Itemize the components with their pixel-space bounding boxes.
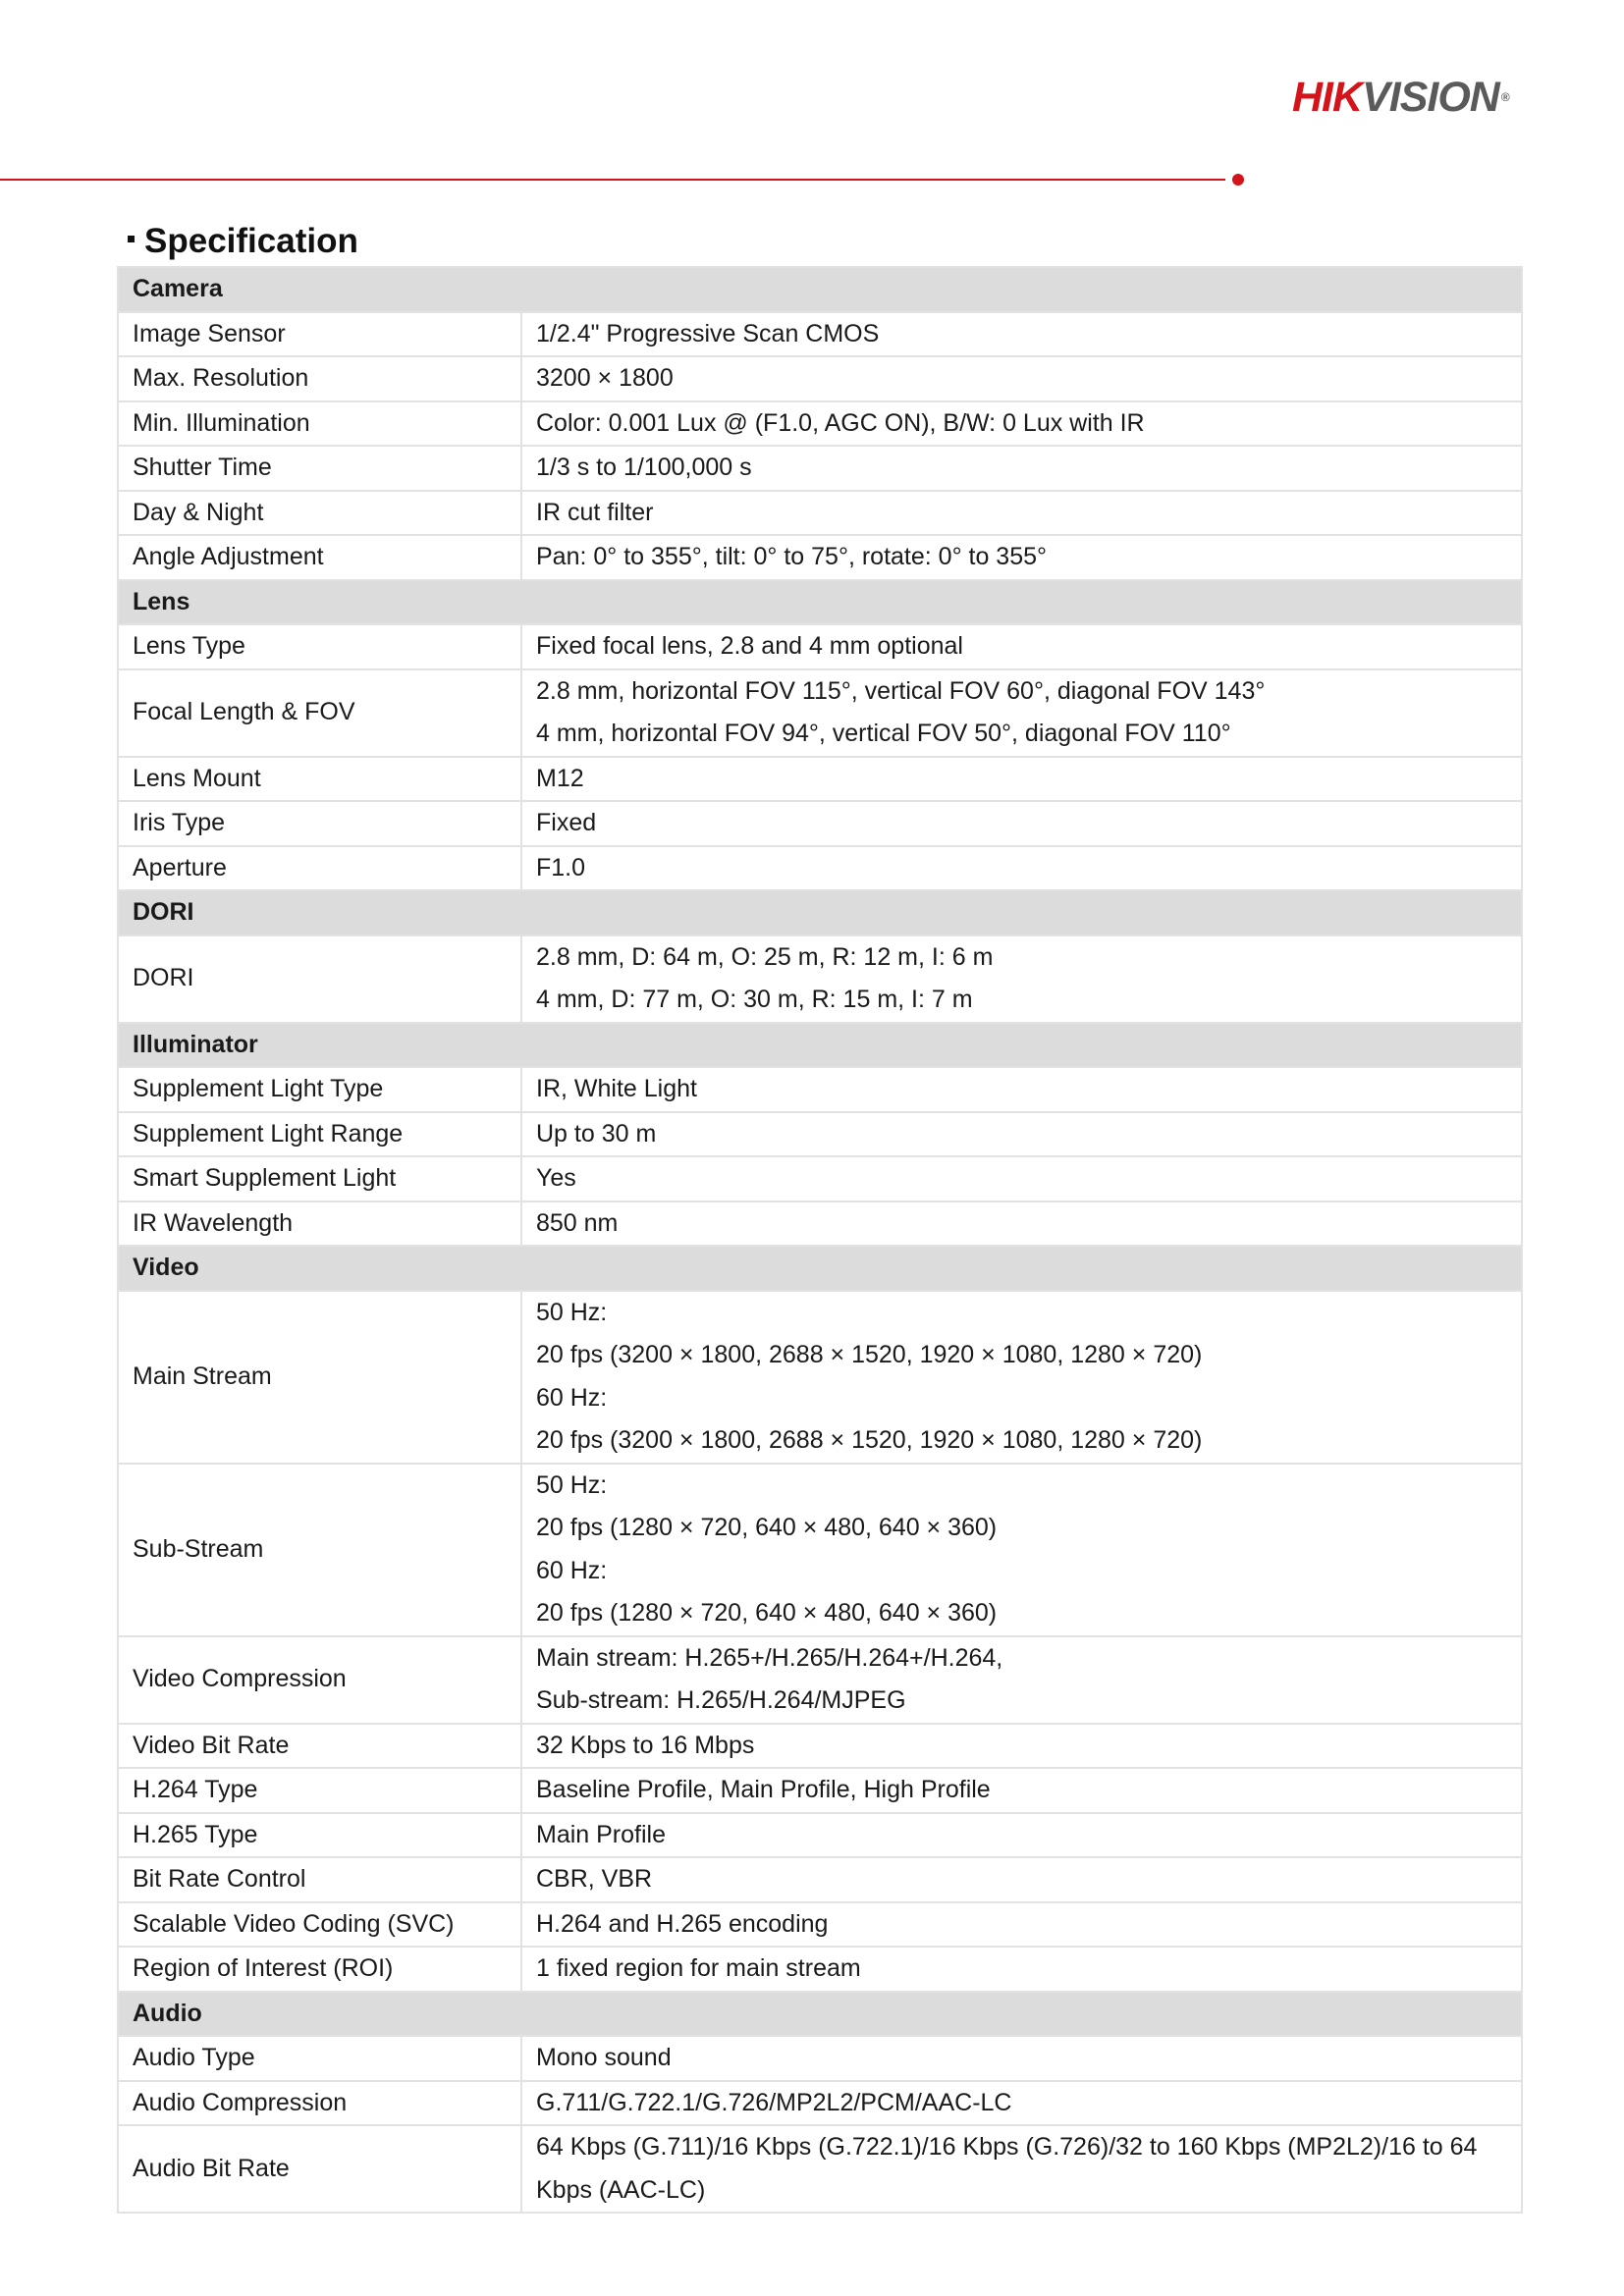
spec-row <box>118 1636 1522 1724</box>
spec-value-cell <box>521 491 1522 536</box>
spec-row <box>118 2125 1522 2213</box>
spec-label: Lens Mount <box>118 757 521 802</box>
spec-value-line: 64 Kbps (G.711)/16 Kbps (G.722.1)/16 Kbps (G.726)/32 to 160 Kbps (MP2L2)/16 to 64 <box>536 2133 1478 2161</box>
spec-label: Bit Rate Control <box>118 1857 521 1902</box>
spec-value-cell <box>521 2036 1522 2081</box>
spec-label: Supplement Light Range <box>118 1112 521 1157</box>
spec-row <box>118 846 1522 891</box>
spec-value-cell <box>521 1464 1522 1636</box>
spec-value-cell <box>521 1724 1522 1769</box>
section-title: Lens <box>118 580 1522 625</box>
spec-value-cell <box>521 535 1522 580</box>
spec-label: Audio Type <box>118 2036 521 2081</box>
spec-row <box>118 669 1522 757</box>
spec-value-cell <box>521 1947 1522 1992</box>
spec-value-cell <box>521 846 1522 891</box>
spec-value-line: IR, White Light <box>536 1075 697 1102</box>
section-header-row <box>118 890 1522 935</box>
spec-value-line: Fixed <box>536 809 597 836</box>
section-header-row <box>118 1992 1522 2037</box>
spec-value-line: 3200 × 1800 <box>536 364 674 392</box>
spec-value-line: 20 fps (3200 × 1800, 2688 × 1520, 1920 × 1080, 1280 × 720) <box>536 1341 1203 1368</box>
spec-value-cell <box>521 669 1522 757</box>
spec-label: Supplement Light Type <box>118 1067 521 1112</box>
specification-table-body <box>118 267 1522 2213</box>
spec-value-line: 50 Hz: <box>536 1470 608 1499</box>
spec-label: Region of Interest (ROI) <box>118 1947 521 1992</box>
spec-label: Scalable Video Coding (SVC) <box>118 1902 521 1948</box>
section-title: Illuminator <box>118 1023 1522 1068</box>
spec-value-line: G.711/G.722.1/G.726/MP2L2/PCM/AAC-LC <box>536 2088 1012 2116</box>
spec-value-line: Fixed focal lens, 2.8 and 4 mm optional <box>536 632 963 660</box>
spec-row <box>118 356 1522 401</box>
spec-label: Min. Illumination <box>118 401 521 447</box>
spec-label: Sub-Stream <box>118 1464 521 1636</box>
spec-row <box>118 757 1522 802</box>
spec-label: Shutter Time <box>118 446 521 491</box>
spec-value-cell <box>521 1857 1522 1902</box>
spec-value-line: 60 Hz: <box>536 1383 608 1412</box>
spec-label: Audio Compression <box>118 2081 521 2126</box>
trademark-mark: ® <box>1500 90 1509 104</box>
spec-row <box>118 491 1522 536</box>
spec-value-cell <box>521 2081 1522 2126</box>
spec-row <box>118 1112 1522 1157</box>
spec-value-cell <box>521 1291 1522 1464</box>
spec-value-line: 20 fps (3200 × 1800, 2688 × 1520, 1920 × 1080, 1280 × 720) <box>536 1426 1203 1454</box>
spec-value-cell <box>521 624 1522 669</box>
spec-row <box>118 1813 1522 1858</box>
spec-label: DORI <box>118 935 521 1023</box>
spec-value-cell <box>521 356 1522 401</box>
spec-value-line: 50 Hz: <box>536 1298 608 1326</box>
spec-label: Audio Bit Rate <box>118 2125 521 2213</box>
spec-value-cell <box>521 757 1522 802</box>
section-header-row <box>118 1246 1522 1291</box>
spec-value-cell <box>521 1112 1522 1157</box>
spec-value-cell <box>521 446 1522 491</box>
spec-value-line: 20 fps (1280 × 720, 640 × 480, 640 × 360) <box>536 1599 998 1627</box>
spec-row <box>118 624 1522 669</box>
spec-value-line: 1 fixed region for main stream <box>536 1954 861 1982</box>
spec-row <box>118 1464 1522 1636</box>
spec-row <box>118 312 1522 357</box>
section-title: Camera <box>118 267 1522 312</box>
spec-value-line: Main Profile <box>536 1820 666 1848</box>
spec-value-cell <box>521 1902 1522 1948</box>
logo-grey-text: VISION <box>1362 74 1499 121</box>
spec-value-line: 850 nm <box>536 1208 619 1237</box>
spec-value-line: IR cut filter <box>536 498 654 526</box>
spec-value-line: CBR, VBR <box>536 1865 653 1893</box>
spec-label: Lens Type <box>118 624 521 669</box>
spec-value-cell <box>521 1768 1522 1813</box>
header-divider-line <box>0 179 1225 181</box>
spec-value-cell <box>521 935 1522 1023</box>
spec-label: Max. Resolution <box>118 356 521 401</box>
spec-row <box>118 801 1522 846</box>
spec-label: Video Compression <box>118 1636 521 1724</box>
spec-value-line: Pan: 0° to 355°, tilt: 0° to 75°, rotate: 0° to 355° <box>536 543 1048 570</box>
spec-label: Aperture <box>118 846 521 891</box>
spec-row <box>118 1156 1522 1201</box>
spec-value-line: Sub-stream: H.265/H.264/MJPEG <box>536 1686 906 1714</box>
section-title: Audio <box>118 1992 1522 2037</box>
specification-table <box>117 266 1523 2214</box>
spec-row <box>118 1947 1522 1992</box>
page-title-text: Specification <box>144 222 358 260</box>
spec-value-line: 60 Hz: <box>536 1556 608 1584</box>
spec-value-line: 32 Kbps to 16 Mbps <box>536 1731 755 1759</box>
spec-label: Main Stream <box>118 1291 521 1464</box>
spec-value-cell <box>521 1067 1522 1112</box>
spec-value-cell <box>521 1636 1522 1724</box>
spec-value-cell <box>521 1201 1522 1247</box>
spec-label: Day & Night <box>118 491 521 536</box>
spec-value-cell <box>521 401 1522 447</box>
spec-value-line: Main stream: H.265+/H.265/H.264+/H.264, <box>536 1643 1003 1672</box>
spec-value-line: F1.0 <box>536 853 586 881</box>
spec-value-line: 1/3 s to 1/100,000 s <box>536 454 752 481</box>
spec-value-cell <box>521 1156 1522 1201</box>
spec-row <box>118 1724 1522 1769</box>
section-header-row <box>118 580 1522 625</box>
logo-red-text: HIK <box>1292 74 1363 121</box>
spec-value-line: 20 fps (1280 × 720, 640 × 480, 640 × 360) <box>536 1514 998 1541</box>
spec-value-cell <box>521 801 1522 846</box>
hikvision-logo <box>1292 75 1509 120</box>
spec-label: Iris Type <box>118 801 521 846</box>
spec-value-line: M12 <box>536 764 584 792</box>
spec-label: H.264 Type <box>118 1768 521 1813</box>
spec-row <box>118 2081 1522 2126</box>
spec-row <box>118 1902 1522 1948</box>
spec-value-line: 1/2.4" Progressive Scan CMOS <box>536 319 880 347</box>
spec-row <box>118 1291 1522 1464</box>
section-title: DORI <box>118 890 1522 935</box>
spec-row <box>118 1067 1522 1112</box>
section-header-row <box>118 267 1522 312</box>
spec-value-line: Color: 0.001 Lux @ (F1.0, AGC ON), B/W: 0 Lux with IR <box>536 408 1145 437</box>
page-title <box>128 220 358 263</box>
spec-label: Angle Adjustment <box>118 535 521 580</box>
section-title: Video <box>118 1246 1522 1291</box>
spec-value-line: Kbps (AAC-LC) <box>536 2175 706 2204</box>
spec-label: Focal Length & FOV <box>118 669 521 757</box>
spec-row <box>118 1768 1522 1813</box>
square-bullet-icon <box>128 236 135 242</box>
spec-value-line: Yes <box>536 1164 576 1192</box>
spec-value-line: 4 mm, horizontal FOV 94°, vertical FOV 50°, diagonal FOV 110° <box>536 720 1231 747</box>
spec-row <box>118 935 1522 1023</box>
spec-label: Image Sensor <box>118 312 521 357</box>
spec-value-line: 4 mm, D: 77 m, O: 30 m, R: 15 m, I: 7 m <box>536 986 973 1013</box>
spec-value-line: 2.8 mm, horizontal FOV 115°, vertical FOV 60°, diagonal FOV 143° <box>536 676 1266 705</box>
spec-label: H.265 Type <box>118 1813 521 1858</box>
spec-label: IR Wavelength <box>118 1201 521 1247</box>
spec-value-line: 2.8 mm, D: 64 m, O: 25 m, R: 12 m, I: 6 m <box>536 942 994 971</box>
spec-row <box>118 2036 1522 2081</box>
spec-label: Smart Supplement Light <box>118 1156 521 1201</box>
spec-row <box>118 1857 1522 1902</box>
spec-row <box>118 1201 1522 1247</box>
spec-value-line: Baseline Profile, Main Profile, High Profile <box>536 1776 991 1803</box>
spec-value-cell <box>521 312 1522 357</box>
header-divider-dot <box>1232 174 1244 186</box>
spec-value-line: Up to 30 m <box>536 1119 657 1148</box>
spec-value-cell <box>521 1813 1522 1858</box>
spec-value-line: H.264 and H.265 encoding <box>536 1909 829 1938</box>
spec-row <box>118 401 1522 447</box>
section-header-row <box>118 1023 1522 1068</box>
spec-row <box>118 535 1522 580</box>
spec-value-cell <box>521 2125 1522 2213</box>
spec-value-line: Mono sound <box>536 2044 672 2071</box>
spec-label: Video Bit Rate <box>118 1724 521 1769</box>
spec-row <box>118 446 1522 491</box>
